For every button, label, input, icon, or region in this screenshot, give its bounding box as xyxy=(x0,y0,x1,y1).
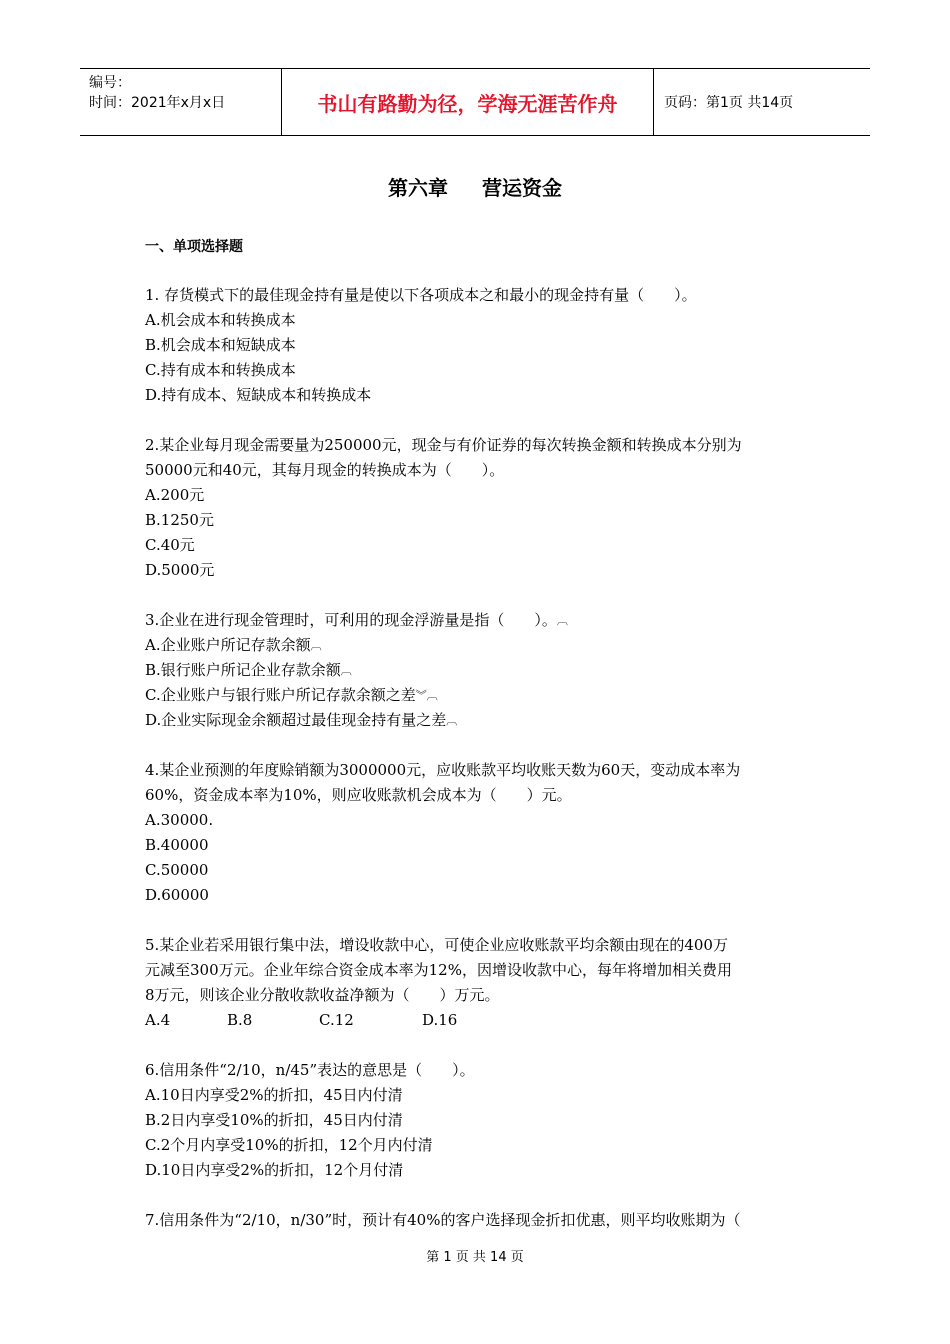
question-text: 4.某企业预测的年度赊销额为3000000元，应收账款平均收账天数为60天，变动成本率为 xyxy=(145,761,741,779)
option-text: A.企业账户所记存款余额 xyxy=(145,636,311,654)
option: D.5000元 xyxy=(145,561,215,579)
number-label: 编号： xyxy=(89,75,131,91)
time-label: 时间：2021年x月x日 xyxy=(89,95,226,111)
chapter-title xyxy=(0,172,950,201)
document-header xyxy=(80,68,870,136)
paragraph-mark-icon: ︹ xyxy=(426,689,438,702)
option: B.2日内享受10%的折扣，45日内付清 xyxy=(145,1111,403,1129)
question-text: 6.信用条件“2/10，n/45”表达的意思是（ ）。 xyxy=(145,1061,475,1079)
option: D.60000 xyxy=(145,886,209,904)
option: C.50000 xyxy=(145,861,209,879)
question-text: 8万元，则该企业分散收款收益净额为（ ）万元。 xyxy=(145,986,500,1004)
option: C.12 xyxy=(319,1011,354,1029)
option: C.40元 xyxy=(145,536,195,554)
option: D.持有成本、短缺成本和转换成本 xyxy=(145,386,372,404)
option: C.持有成本和转换成本 xyxy=(145,361,296,379)
option: B.40000 xyxy=(145,836,209,854)
option-text: C.企业账户与银行账户所记存款余额之差 xyxy=(145,686,416,704)
paragraph-mark-icon: ︹ xyxy=(340,664,352,677)
option: A.200元 xyxy=(145,486,205,504)
paragraph-mark-icon: ︹ xyxy=(556,614,568,627)
question-7 xyxy=(145,1208,810,1233)
question-2 xyxy=(145,433,810,583)
question-list xyxy=(145,283,810,1258)
question-3 xyxy=(145,608,810,733)
option: B.机会成本和短缺成本 xyxy=(145,336,296,354)
question-text: 60%，资金成本率为10%，则应收账款机会成本为（ ）元。 xyxy=(145,786,572,804)
option-text: B.银行账户所记企业存款余额 xyxy=(145,661,341,679)
section-heading: 一、单项选择题 xyxy=(145,239,243,255)
question-text xyxy=(145,608,810,633)
option: D.10日内享受2%的折扣，12个月付清 xyxy=(145,1161,404,1179)
header-motto: 书山有路勤为径，学海无涯苦作舟 xyxy=(282,69,654,135)
option: C.2个月内享受10%的折扣，12个月内付清 xyxy=(145,1136,433,1154)
header-page-info: 页码：第1页 共14页 xyxy=(664,95,794,111)
question-text: 1. 存货模式下的最佳现金持有量是使以下各项成本之和最小的现金持有量（ ）。 xyxy=(145,286,697,304)
question-1 xyxy=(145,283,810,408)
option: A.4 xyxy=(145,1011,171,1029)
chapter-number: 第六章 xyxy=(388,176,448,200)
question-text: 7.信用条件为“2/10，n/30”时，预计有40%的客户选择现金折扣优惠，则平均收账期为（ xyxy=(145,1211,741,1229)
question-text: 元减至300万元。企业年综合资金成本率为12%，因增设收款中心，每年将增加相关费用 xyxy=(145,961,732,979)
option-text: D.企业实际现金余额超过最佳现金持有量之差 xyxy=(145,711,447,729)
paragraph-mark-icon: ︹ xyxy=(310,639,322,652)
option xyxy=(145,633,810,658)
question-text: 50000元和40元，其每月现金的转换成本为（ ）。 xyxy=(145,461,505,479)
option: A.30000. xyxy=(145,811,214,829)
question-text-span: 3.企业在进行现金管理时，可利用的现金浮游量是指（ ）。 xyxy=(145,611,557,629)
paragraph-mark-icon: ︹ xyxy=(446,714,458,727)
header-meta xyxy=(80,69,282,135)
question-6 xyxy=(145,1058,810,1183)
inline-options xyxy=(145,1008,810,1033)
option: A.机会成本和转换成本 xyxy=(145,311,296,329)
option: D.16 xyxy=(422,1011,458,1029)
chevron-down-icon: ︾ xyxy=(415,689,427,702)
question-text: 2.某企业每月现金需要量为250000元，现金与有价证券的每次转换金额和转换成本分别为 xyxy=(145,436,742,454)
option: A.10日内享受2%的折扣，45日内付清 xyxy=(145,1086,403,1104)
option xyxy=(145,683,810,708)
chapter-name: 营运资金 xyxy=(482,176,562,200)
page-footer: 第 1 页 共 14 页 xyxy=(426,1250,524,1265)
option: B.8 xyxy=(227,1011,253,1029)
option xyxy=(145,708,810,733)
question-4 xyxy=(145,758,810,908)
option xyxy=(145,658,810,683)
question-5 xyxy=(145,933,810,1033)
option: B.1250元 xyxy=(145,511,214,529)
question-text: 5.某企业若采用银行集中法，增设收款中心，可使企业应收账款平均余额由现在的400万 xyxy=(145,936,728,954)
